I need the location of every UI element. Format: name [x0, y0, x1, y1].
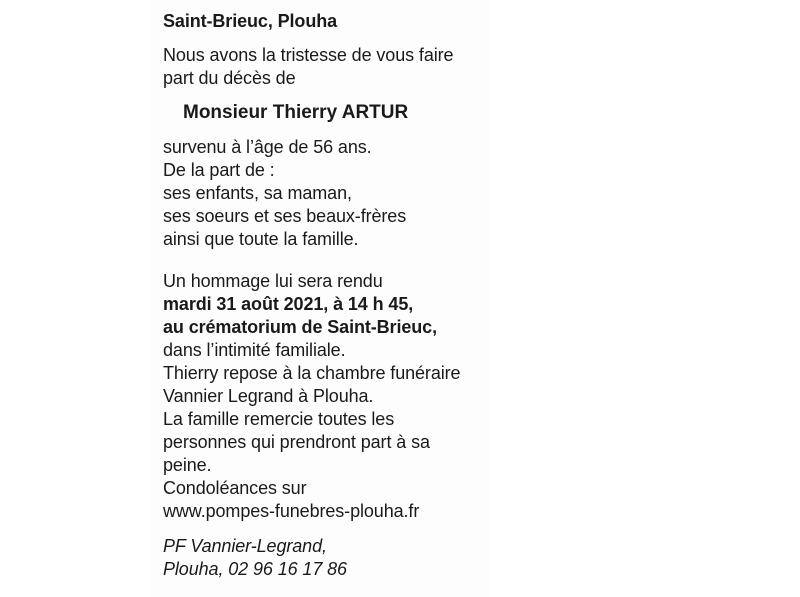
ceremony-detail-6: peine.	[163, 455, 212, 475]
condolences-website: www.pompes-funebres-plouha.fr	[163, 501, 420, 521]
ceremony-detail-2: Thierry repose à la chambre funéraire	[163, 363, 461, 383]
family-line-2: De la part de :	[163, 160, 275, 180]
family-line-3: ses enfants, sa maman,	[163, 183, 352, 203]
ceremony-intro: Un hommage lui sera rendu	[163, 271, 383, 291]
ceremony-place: au crématorium de Saint-Brieuc,	[163, 317, 437, 337]
ceremony-date: mardi 31 août 2021, à 14 h 45,	[163, 294, 414, 314]
family-line-4: ses soeurs et ses beaux-frères	[163, 206, 407, 226]
intro-line-1: Nous avons la tristesse de vous faire	[163, 45, 454, 65]
ceremony-detail-1: dans l’intimité familiale.	[163, 340, 346, 360]
condolences-label: Condoléances sur	[163, 478, 307, 498]
ceremony-detail-5: personnes qui prendront part à sa	[163, 432, 430, 452]
family-line-5: ainsi que toute la famille.	[163, 229, 359, 249]
ceremony-detail-4: La famille remercie toutes les	[163, 409, 395, 429]
ceremony-detail-3: Vannier Legrand à Plouha.	[163, 386, 374, 406]
family-line-1: survenu à l’âge de 56 ans.	[163, 137, 372, 157]
signature-line-1: PF Vannier-Legrand,	[163, 536, 327, 556]
location-heading: Saint-Brieuc, Plouha	[163, 11, 338, 31]
signature-line-2: Plouha, 02 96 16 17 86	[163, 559, 347, 579]
deceased-name: Monsieur Thierry ARTUR	[183, 102, 409, 123]
intro-line-2: part du décès de	[163, 68, 296, 88]
